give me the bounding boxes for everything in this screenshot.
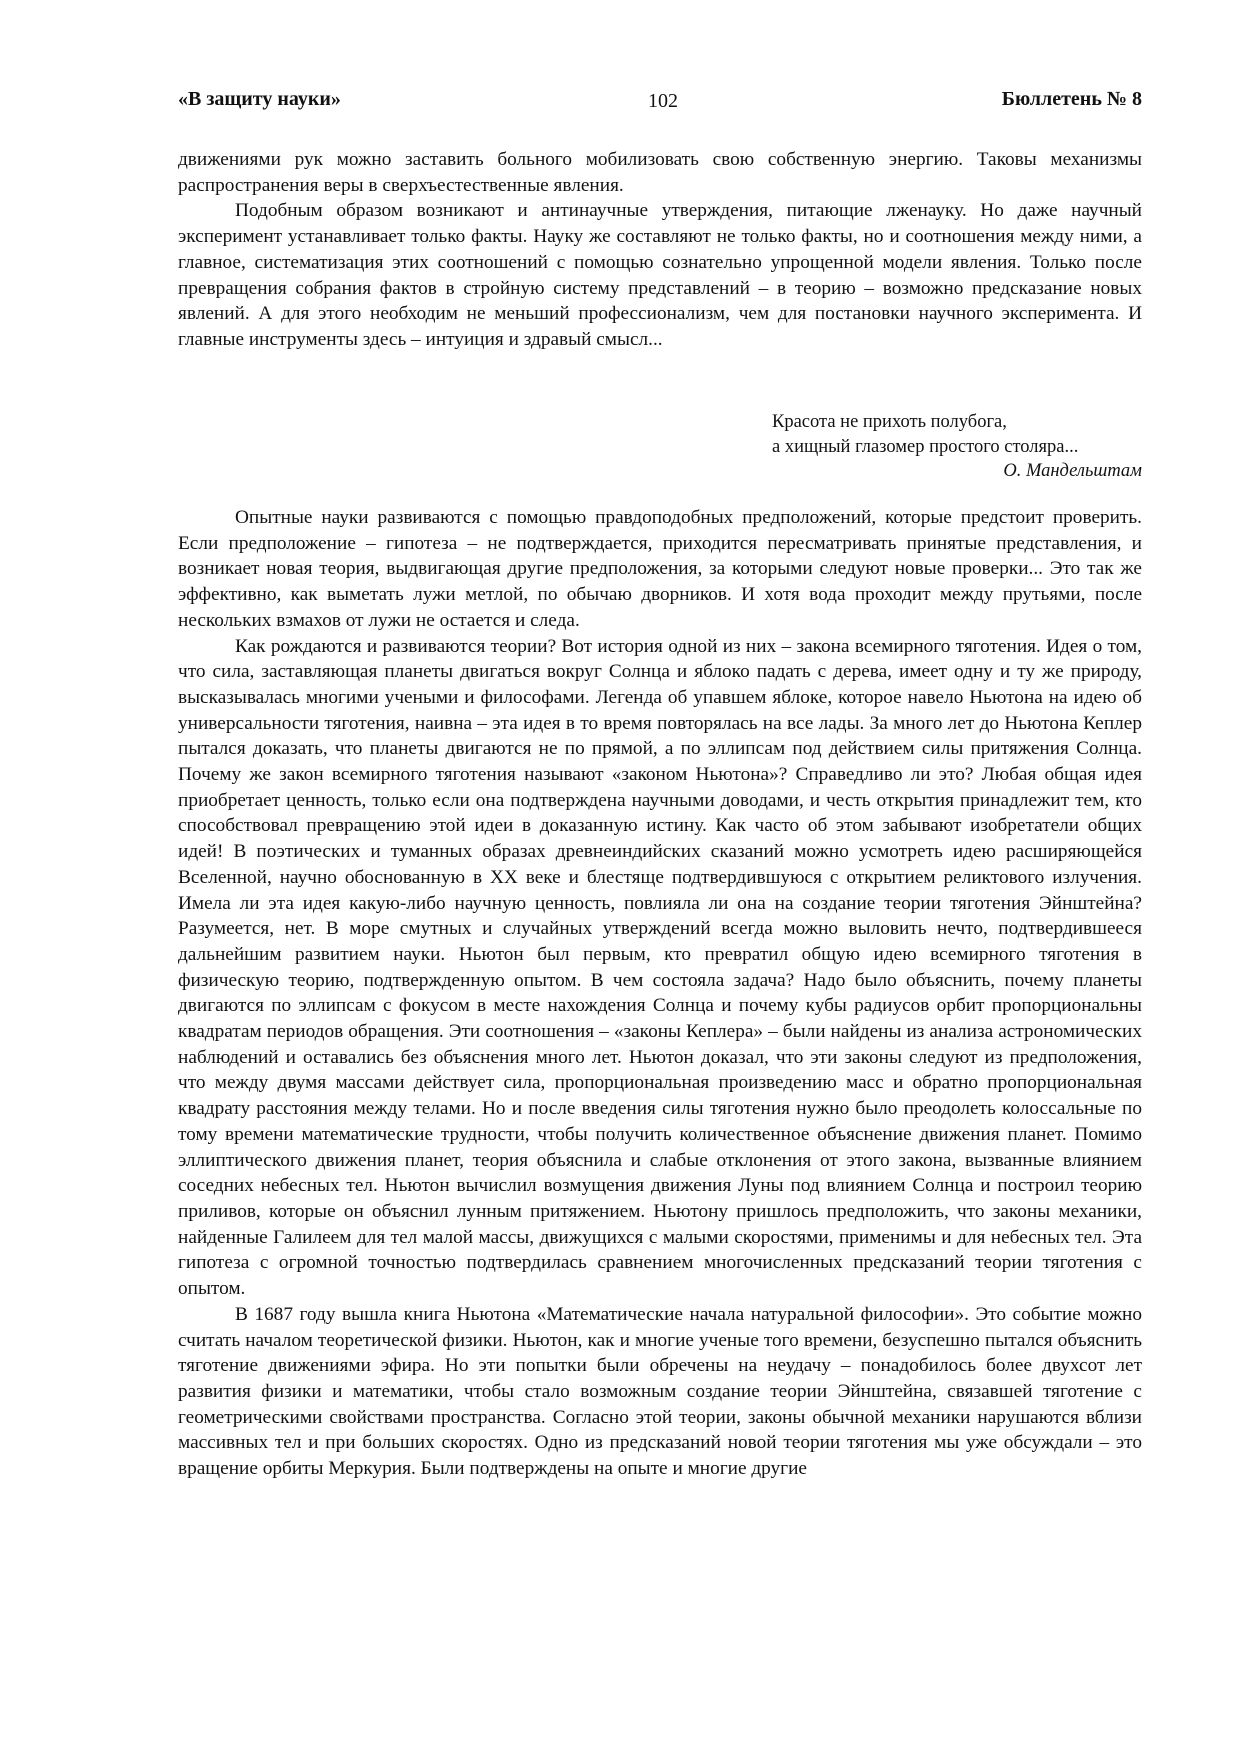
text-block-main — [178, 505, 1142, 1482]
paragraph-continuation: движениями рук можно заставить больного мобилизовать свою собственную энергию. Таковы механизмы распространения веры в сверхъестественные явления. — [178, 149, 1142, 196]
epigraph-author: О. Мандельштам — [1003, 461, 1142, 481]
paragraph: Как рождаются и развиваются теории? Вот история одной из них – закона всемирного тяготения. Идея о том, что сила, заставляющая планеты двигаться вокруг Солнца и яблоко падать с дерева, имеет одну и ту же природу, высказывалась многими учеными и философами. Легенда об упавшем яблоке, которое навело Ньютона на идею об универсальности тяготения, наивна – эта идея в то время повторялась на все лады. За много лет до Ньютона Кеплер пытался доказать, что планеты двигаются не по прямой, а по эллипсам под действием силы притяжения Солнца. Почему же закон всемирного тяготения называют «законом Ньютона»? Справедливо ли это? Любая общая идея приобретает ценность, только если она подтверждена научными доводами, и честь открытия принадлежит тем, кто способствовал превращению этой идеи в доказанную истину. Как часто об этом забывают изобретатели общих идей! В поэтических и туманных образах древнеиндийских сказаний можно усмотреть идею расширяющейся Вселенной, научно обоснованную в XX веке и блестяще подтвердившуюся с открытием реликтового излучения. Имела ли эта идея какую-либо научную ценность, повлияла ли она на создание теории тяготения Эйнштейна? Разумеется, нет. В море смутных и случайных утверждений всегда можно выловить нечто, подтвердившееся дальнейшим развитием науки. Ньютон был первым, кто превратил общую идею всемирного тяготения в физическую теорию, подтвержденную опытом. В чем состояла задача? Надо было объяснить, почему планеты двигаются по эллипсам с фокусом в месте нахождения Солнца и почему кубы радиусов орбит пропорциональны квадратам периодов обращения. Эти соотношения – «законы Кеплера» – были найдены из анализа астрономических наблюдений и оставались без объяснения много лет. Ньютон доказал, что эти законы следуют из предположения, что между двумя массами действует сила, пропорциональная произведению масс и обратно пропорциональная квадрату расстояния между телами. Но и после введения силы тяготения нужно было преодолеть колоссальные по тому времени математические трудности, чтобы получить количественное объяснение движения планет. Помимо эллиптического движения планет, теория объяснила и слабые отклонения от этого закона, вызванные влиянием соседних небесных тел. Ньютон вычислил возмущения движения Луны под влиянием Солнца и построил теорию приливов, которые он объяснил лунным притяжением. Ньютону пришлось предположить, что законы механики, найденные Галилеем для тел малой массы, движущихся с малыми скоростями, применимы и для небесных тел. Эта гипотеза с огромной точностью подтвердилась сравнением многочисленных предсказаний теории тяготения с опытом. — [178, 635, 1142, 1300]
header-journal-title: «В защиту науки» — [178, 88, 341, 110]
text-block-top — [178, 147, 1142, 353]
running-header — [178, 88, 1142, 118]
epigraph-line: Красота не прихоть полубога, — [772, 412, 1007, 432]
epigraph-line: а хищный глазомер простого столяра... — [772, 436, 1079, 457]
header-bulletin-number: Бюллетень № 8 — [1001, 88, 1142, 110]
epigraph — [772, 410, 1142, 484]
paragraph: В 1687 году вышла книга Ньютона «Математические начала натуральной философии». Это событие можно считать началом теоретической физики. Ньютон, как и многие ученые того времени, безуспешно пытался объяснить тяготение движениями эфира. Но эти попытки были обречены на неудачу – понадобилось более двухсот лет развития физики и математики, чтобы стало возможным создание теории Эйнштейна, связавшей тяготение с геометрическими свойствами пространства. Согласно этой теории, законы обычной механики нарушаются вблизи массивных тел и при больших скоростях. Одно из предсказаний новой теории тяготения мы уже обсуждали – это вращение орбиты Меркурия. Были подтверждены на опыте и многие другие — [178, 1303, 1142, 1480]
paragraph: Подобным образом возникают и антинаучные утверждения, питающие лженауку. Но даже научный эксперимент устанавливает только факты. Науку же составляют не только факты, но и соотношения между ними, а главное, систематизация этих соотношений с помощью сознательно упрощенной модели явления. Только после превращения собрания фактов в стройную систему представлений – в теорию – возможно предсказание новых явлений. А для этого необходим не меньший профессионализм, чем для постановки научного эксперимента. И главные инструменты здесь – интуиция и здравый смысл... — [178, 200, 1142, 350]
paragraph: Опытные науки развиваются с помощью правдоподобных предположений, которые предстоит проверить. Если предположение – гипотеза – не подтверждается, приходится пересматривать принятые представления, и возникает новая теория, выдвигающая другие предположения, за которыми следуют новые проверки... Это так же эффективно, как выметать лужи метлой, по обычаю дворников. И хотя вода проходит между прутьями, после нескольких взмахов от лужи не остается и следа. — [178, 507, 1142, 631]
page-number: 102 — [648, 90, 678, 112]
